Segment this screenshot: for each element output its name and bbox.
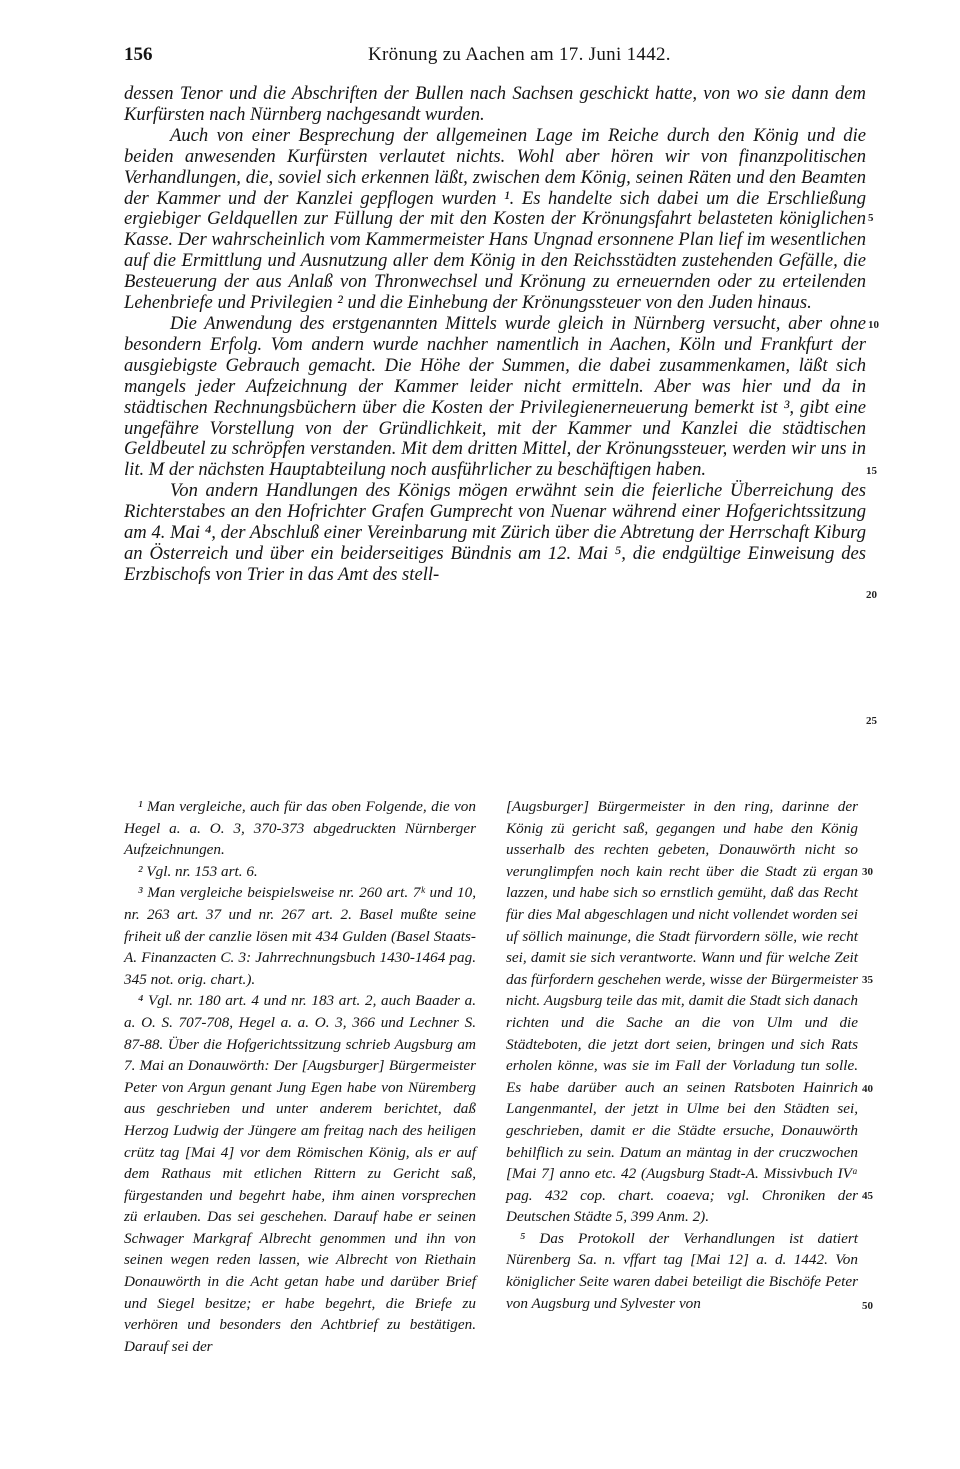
- footnote-4: ⁴ Vgl. nr. 180 art. 4 und nr. 183 art. 2, auch Baader a. a. O. S. 707-708, Hegel a. a. O. 3, 366 und Lechner S. 87-88. Über die Hofgerichtssitzung schrieb Augsburg am 7. Mai an Donauwörth: Der [Augsburger] Bürgermeister Peter von Argun genant Jung Egen habe von Nüremberg aus geschrieben und unter anderem berichtet, daß Herzog Ludwig der Jüngere am freitag nach des heiligen crütz tag [Mai 4] vor dem Römischen König, als er auf dem Rathaus mit etlichen Rittern zu Gericht saß, fürgestanden und begehrt habe, ihm ainen vorsprechen zü erlauben. Das sei geschehen. Darauf habe er seinen Schwager Markgraf Albrecht genommen und ihn von seinen wegen reden lassen, wie Albrecht von Riethain Donauwörth in die Acht getan habe und darüber Brief und Siegel besitze; er habe begehrt, die Briefe zu verhören und besonders den Achtbrief zu bestätigen. Darauf sei der: [124, 992, 476, 1355]
- running-header: [124, 44, 862, 70]
- footnote-1: ¹ Man vergleiche, auch für das oben Folgende, die von Hegel a. a. O. 3, 370-373 abgedruckten Nürnberger Aufzeichnungen.: [124, 798, 476, 859]
- footnote-2: ² Vgl. nr. 153 art. 6.: [138, 862, 258, 880]
- running-title: Krönung zu Aachen am 17. Juni 1442.: [368, 44, 671, 65]
- footnotes-left-column: [124, 796, 476, 1357]
- line-number-20: 20: [866, 589, 877, 601]
- paragraph-4: Von andern Handlungen des Königs mögen erwähnt sein die feierliche Überreichung des Richterstabes an den Hofrichter Grafen Gumprecht von Nuenar während einer Hofgerichtssitzung am 4. Mai ⁴, der Abschluß einer Vereinbarung mit Zürich über die Abtretung der Herrschaft Kiburg an Österreich und über ein beiderseitiges Bündnis am 12. Mai ⁵, die endgültige Einweisung des Erzbischofs von Trier in das Amt des stell-: [124, 480, 866, 585]
- line-number-15: 15: [866, 465, 877, 477]
- main-text: [124, 84, 866, 586]
- footnote-3: ³ Man vergleiche beispielsweise nr. 260 art. 7ᵏ und 10, nr. 263 art. 37 und nr. 267 art. 2. Basel mußte seine friheit uß der canzlie lösen mit 434 Gulden (Basel Staats-A. Finanzacten C. 3: Jahrrechnungsbuch 1430-1464 pag. 345 not. orig. chart.).: [124, 884, 476, 988]
- paragraph-1: dessen Tenor und die Abschriften der Bullen nach Sachsen geschickt hatte, von wo sie dann dem Kurfürsten nach Nürnberg nachgesandt wurden.: [124, 83, 866, 125]
- footnote-4-continued: [Augsburger] Bürgermeister in den ring, darinne der König zü gericht saß, gegangen und habe den König usserhalb des rechten gebeten, Donauwörth nicht so verunglimpfen noch kain recht über die Stadt zü ergan lazzen, und habe sich so ernstlich gemüht, daß das Recht für dies Mal abgeschlagen und nicht vollendet worden sei uf söllich mainunge, die Stadt fürvordern sölle, wie recht sei, damit sie sich verantworte. Wann und für welche Zeit das fürfordern geschehen werde, wisse der Bürgermeister nicht. Augsburg teile das mit, damit die Stadt sich danach richten und die Sache an die von Ulm und die Städteboten, die jetzt dort seien, bringen und sich Rats erholen könne, was sie im Fall der Vorladung tun solle. Es habe darüber auch an seinen Ratsboten Hainrich Langenmantel, der jetzt in Ulme bei den Städten sei, geschrieben, damit er die Städte ersuche, Donauwörth behilflich zu sein. Datum an mäntag in der cruczwochen [Mai 7] anno etc. 42 (Augsburg Stadt-A. Missivbuch IVᵃ pag. 432 cop. chart. coaeva; vgl. Chroniken der Deutschen Städte 5, 399 Anm. 2).: [506, 798, 858, 1226]
- line-number-10: 10: [868, 319, 879, 331]
- line-number-40: 40: [862, 1083, 873, 1095]
- line-number-45: 45: [862, 1190, 873, 1202]
- page-number: 156: [124, 44, 153, 65]
- paragraph-3: Die Anwendung des erstgenannten Mittels wurde gleich in Nürnberg versucht, aber ohne besondern Erfolg. Vom andern wurde nachher namentlich in Aachen, Köln und Frankfurt der ausgiebigste Gebrauch gemacht. Die Höhe der Summen, die dabei zusammenkamen, läßt sich mangels jeder Aufzeichnung der Kammer leider nicht ermitteln. Aber was hier und da in städtischen Rechnungsbüchern über die Kosten der Privilegienerneuerung bemerkt ist ³, gibt eine ungefähre Vorstellung von der Gründlichkeit, mit der Kammer und Kanzlei die städtischen Geldbeutel zu schröpfen verstanden. Mit dem dritten Mittel, der Krönungssteuer, werden wir uns in lit. M der nächsten Hauptabteilung noch ausführlicher zu beschäftigen haben.: [124, 312, 866, 481]
- line-number-25: 25: [866, 715, 877, 727]
- line-number-35: 35: [862, 974, 873, 986]
- line-number-50: 50: [862, 1300, 873, 1312]
- footnotes-right-column: [506, 796, 858, 1314]
- line-number-5: 5: [868, 212, 874, 224]
- paragraph-2: Auch von einer Besprechung der allgemeinen Lage im Reiche durch den König und die beiden anwesenden Kurfürsten verlautet nichts. Wohl aber hören wir von finanzpolitischen Verhandlungen, die, soviel sich erkennen läßt, zwischen dem König, seinen Räten und den Beamten der Kammer und der Kanzlei gepflogen wurden ¹. Es handelte sich dabei um die Erschließung ergiebiger Geldquellen zur Füllung der mit den Kosten der Krönungsfahrt belasteten königlichen Kasse. Der wahrscheinlich vom Kammermeister Hans Ungnad ersonnene Plan lief im wesentlichen auf die Ermittlung und Ausnutzung aller dem König in den Reichsstädten zustehenden Gefälle, die Besteuerung der aus Anlaß von Thronwechsel und Krönung zu erneuernden oder zu erteilenden Lehenbriefe und Privilegien ² und die Einhebung der Krönungssteuer von den Juden hinaus.: [124, 124, 866, 314]
- line-number-30: 30: [862, 866, 873, 878]
- footnote-5: ⁵ Das Protokoll der Verhandlungen ist datiert Nürenberg Sa. n. vffart tag [Mai 12] a. d. 1442. Von königlicher Seite waren dabei beteiligt die Bischöfe Peter von Augsburg und Sylvester von: [506, 1229, 858, 1312]
